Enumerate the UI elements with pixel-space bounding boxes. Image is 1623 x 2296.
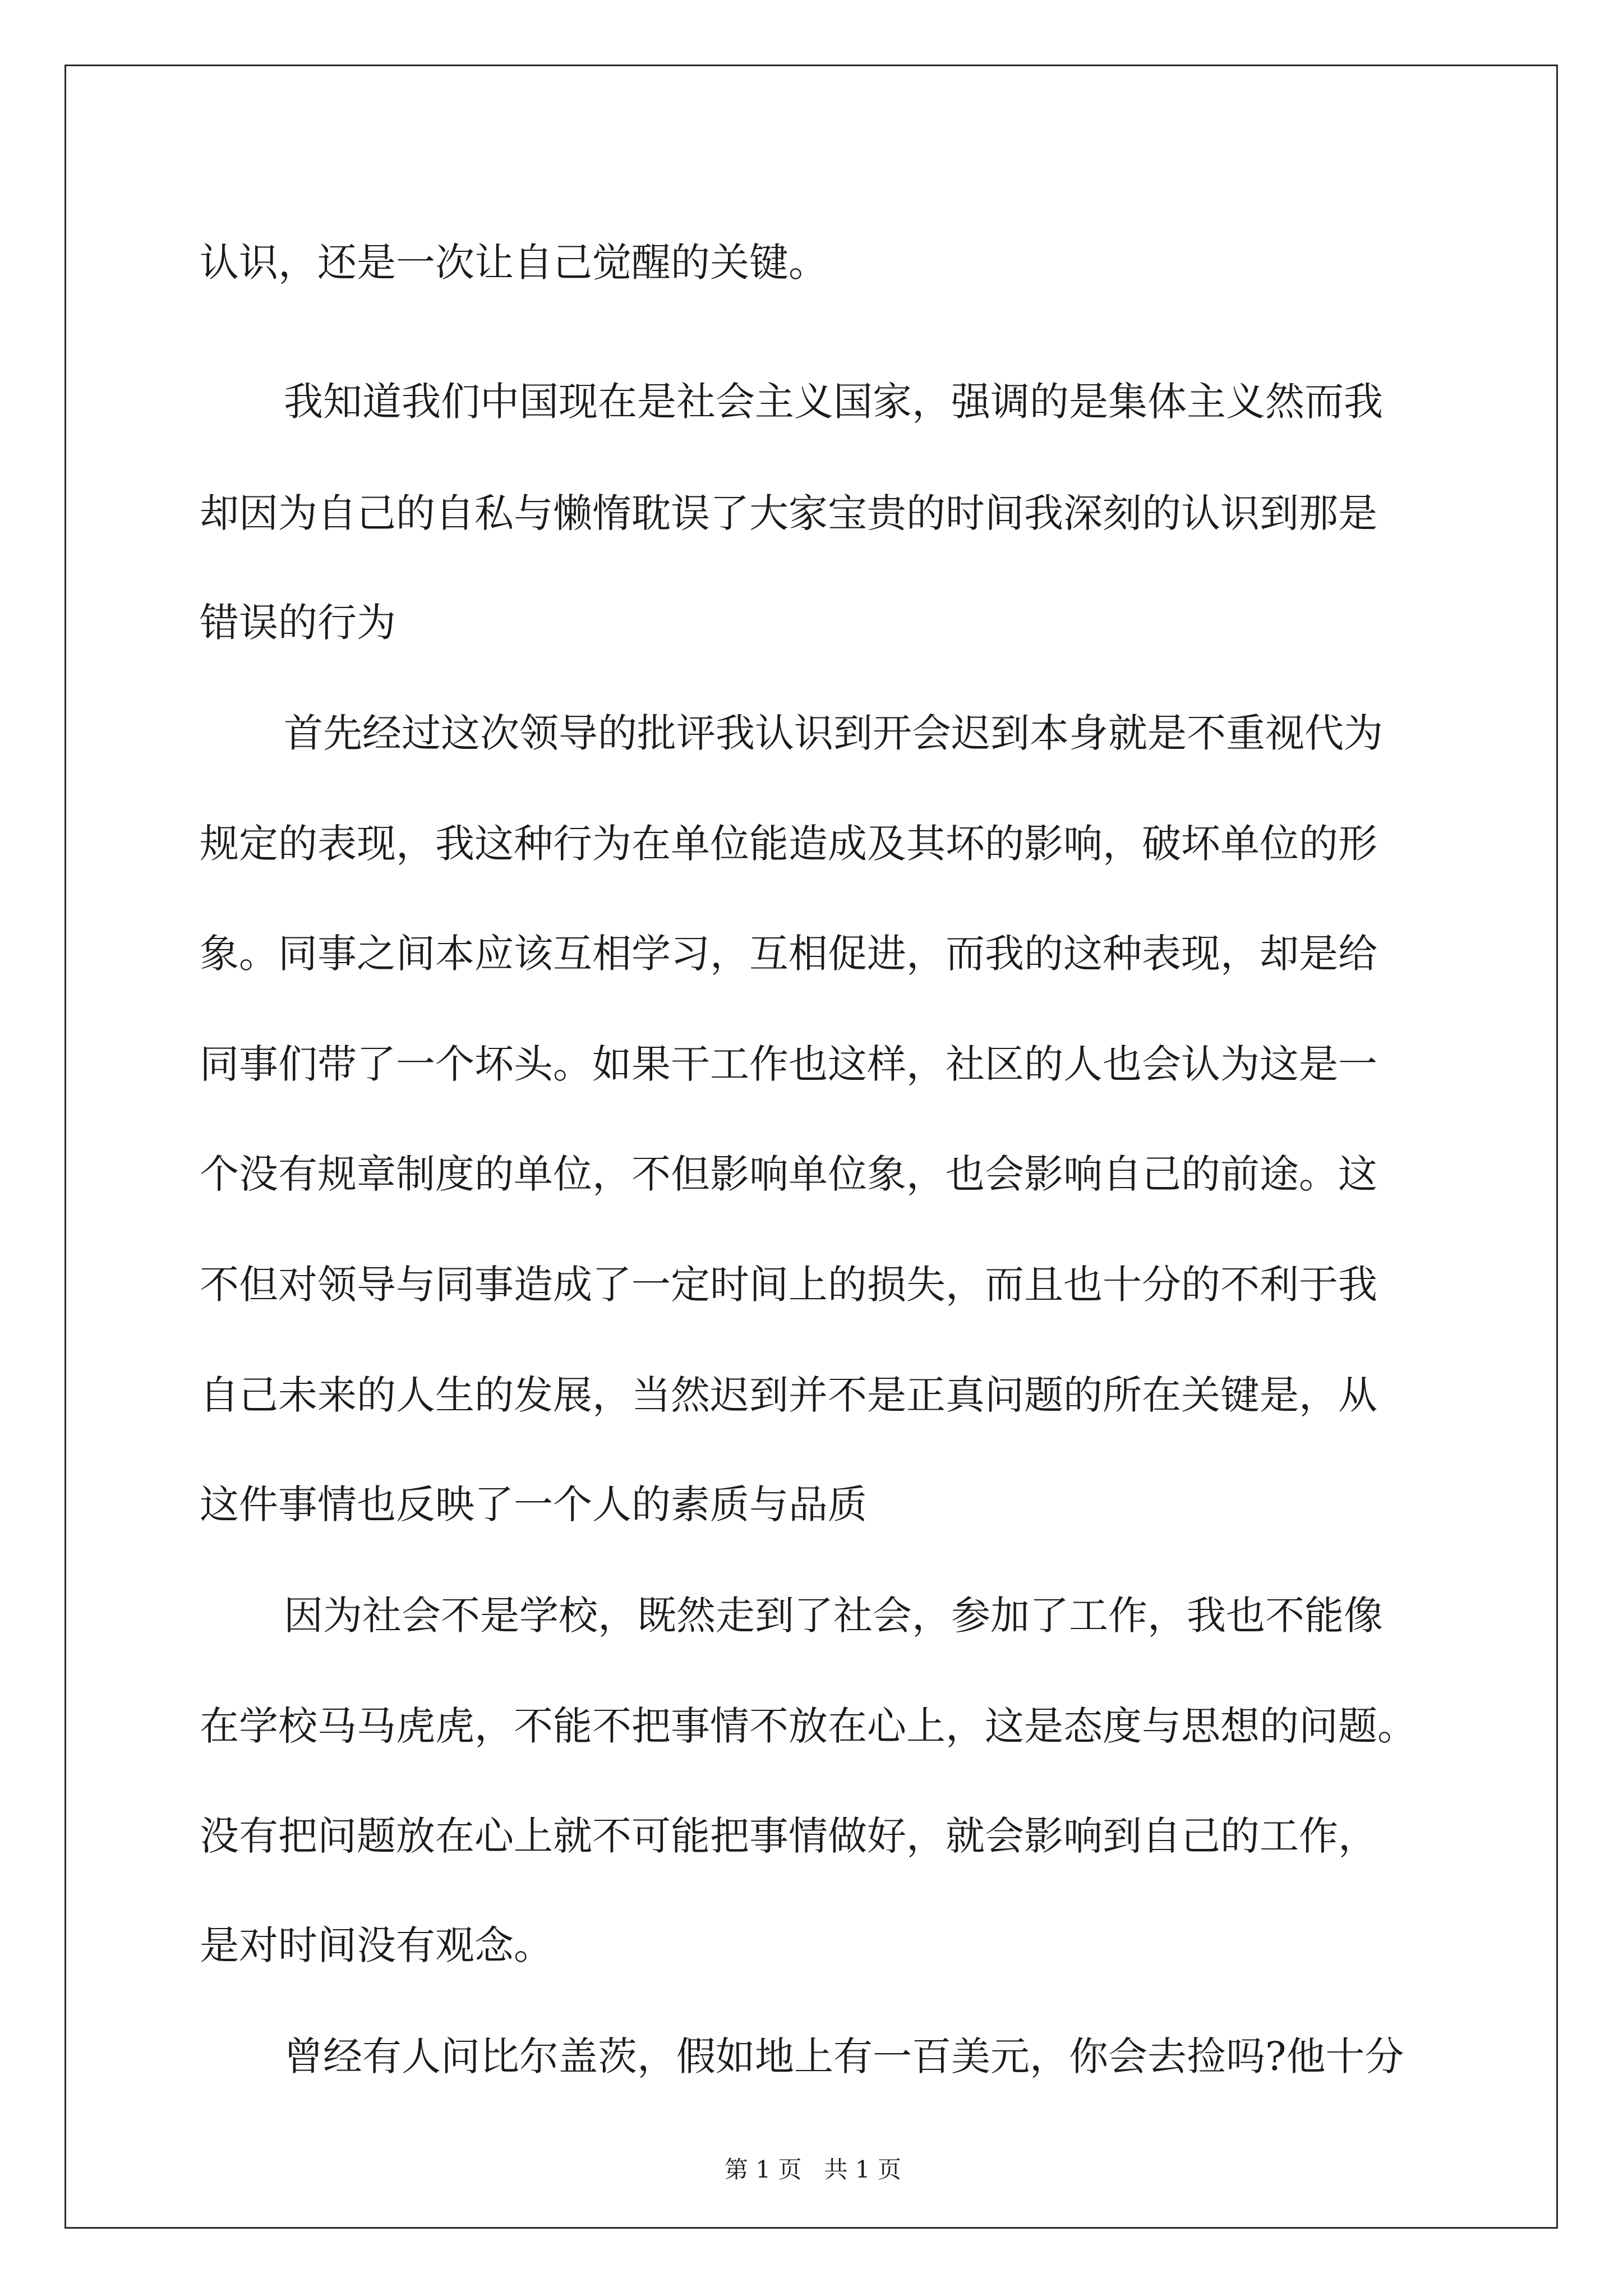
text-line: 象。同事之间本应该互相学习，互相促进，而我的这种表现，却是给 — [200, 931, 1377, 977]
text-line: 同事们带了一个坏头。如果干工作也这样，社区的人也会认为这是一 — [200, 1041, 1377, 1087]
text-line: 在学校马马虎虎，不能不把事情不放在心上，这是态度与思想的问题。 — [200, 1703, 1417, 1749]
document-page — [64, 65, 1558, 2229]
text-line: 错误的行为 — [200, 600, 396, 646]
paragraph-first-line: 曾经有人问比尔盖茨，假如地上有一百美元，你会去捡吗?他十分 — [284, 2033, 1404, 2079]
text-line: 这件事情也反映了一个人的素质与品质 — [200, 1481, 867, 1527]
paragraph-first-line: 我知道我们中国现在是社会主义国家，强调的是集体主义然而我 — [284, 379, 1383, 425]
text-line: 没有把问题放在心上就不可能把事情做好，就会影响到自己的工作， — [200, 1813, 1377, 1859]
paragraph-first-line: 因为社会不是学校，既然走到了社会，参加了工作，我也不能像 — [284, 1593, 1383, 1639]
text-line: 却因为自己的自私与懒惰耽误了大家宝贵的时间我深刻的认识到那是 — [200, 490, 1377, 536]
paragraph-first-line: 首先经过这次领导的批评我认识到开会迟到本身就是不重视代为 — [284, 710, 1383, 756]
text-line: 不但对领导与同事造成了一定时间上的损失，而且也十分的不利于我 — [200, 1262, 1377, 1308]
text-line: 个没有规章制度的单位，不但影响单位象，也会影响自己的前途。这 — [200, 1151, 1377, 1197]
text-line: 自己未来的人生的发展，当然迟到并不是正真问题的所在关键是，从 — [200, 1372, 1377, 1418]
text-line: 认识，还是一次让自己觉醒的关键。 — [200, 240, 828, 286]
text-line: 是对时间没有观念。 — [200, 1922, 553, 1968]
text-line: 规定的表现，我这种行为在单位能造成及其坏的影响，破坏单位的形 — [200, 821, 1377, 867]
page-number-footer: 第 1 页 共 1 页 — [725, 2156, 901, 2183]
